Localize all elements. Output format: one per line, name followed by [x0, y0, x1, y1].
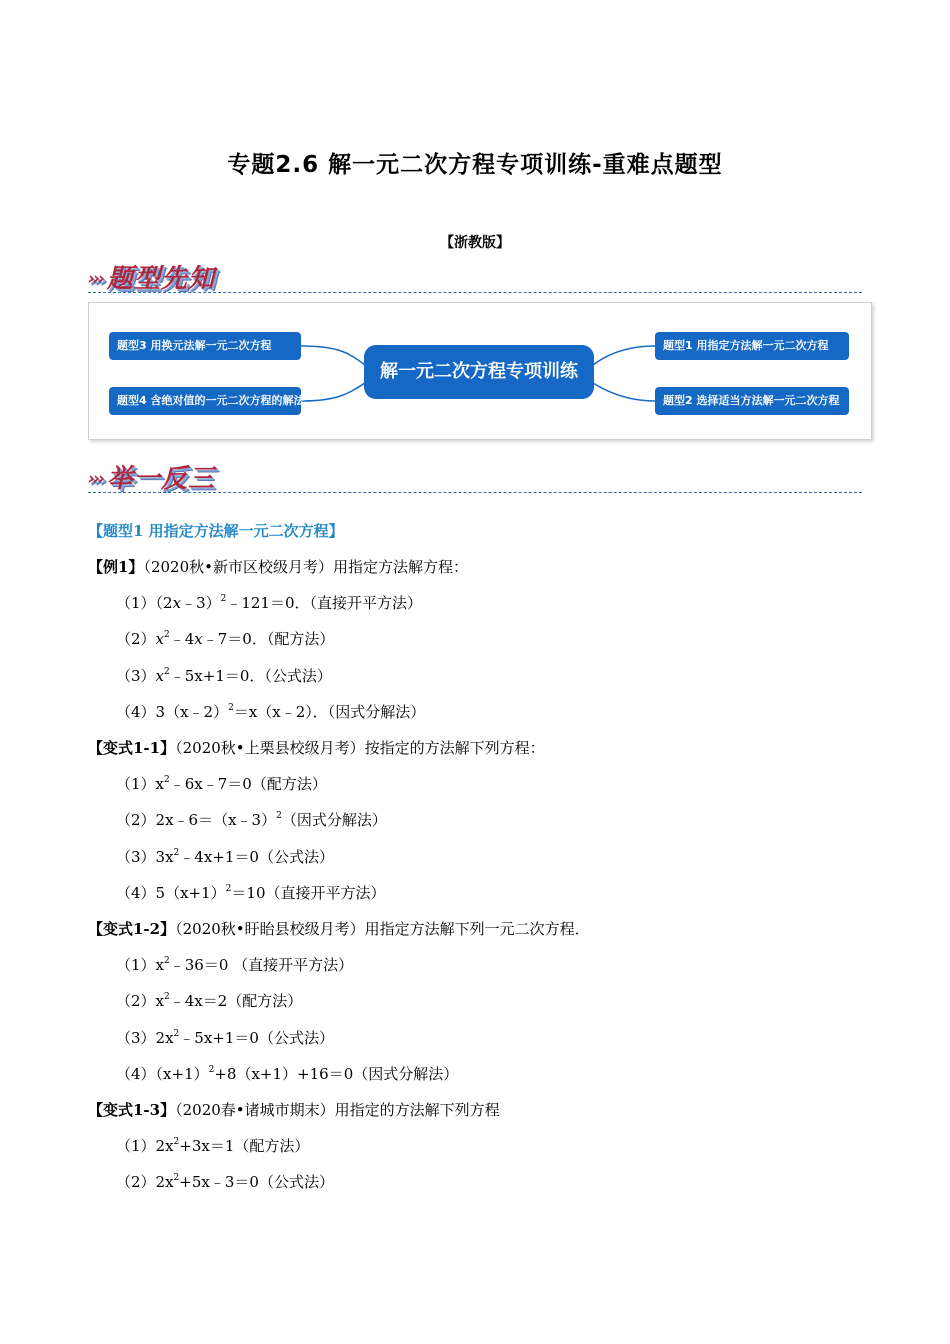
example-1-item-2: $(2)x^2﹣4x﹣7=0$．（配方法） [116, 630, 335, 648]
variant-1-1-item-1: $(1)x^2﹣6x﹣7=0$（配方法） [116, 775, 327, 793]
variant-1-1-header [88, 737, 545, 758]
banner-question-types [88, 258, 215, 295]
node-type2: 题型2 选择适当方法解一元二次方程 [655, 387, 849, 415]
variant-1-1-item-2: （2）2x﹣6＝（x﹣3）$^2$（因式分解法） [116, 811, 387, 829]
divider [88, 492, 862, 493]
variant-source: （2020春•诸城市期末）用指定的方法解下列方程 [175, 1101, 500, 1119]
example-1-item-4: （4）3（x﹣2）$^2$＝x（x﹣2）．（因式分解法） [116, 703, 426, 721]
variant-label: 【变式1-2】 [88, 920, 176, 938]
example-source: （2020秋•新市区校级月考）用指定方法解方程： [143, 558, 468, 576]
page-title: 专题2.6 解一元二次方程专项训练-重难点题型 [227, 152, 723, 178]
example-1-item-3: $(3)x^2﹣5x+1=0$．（公式法） [116, 667, 332, 685]
node-type3: 题型3 用换元法解一元二次方程 [109, 332, 301, 360]
banner-text: 举一反三 [107, 464, 216, 494]
variant-1-3-header [88, 1099, 500, 1120]
variant-1-2-item-4: $(4)(x+1)^2+8(x+1)+16=0$（因式分解法） [116, 1065, 459, 1083]
banner-examples [88, 458, 215, 495]
mind-map [88, 302, 872, 440]
variant-1-3-item-2: $(2)2x^2+5x﹣3=0$（公式法） [116, 1173, 334, 1191]
variant-1-1-item-4: $(4)5(x+1)^2=10$（直接开平方法） [116, 884, 386, 902]
mind-map-center: 解一元二次方程专项训练 [364, 345, 594, 399]
variant-1-2-item-3: $(3)2x^2﹣5x+1=0$（公式法） [116, 1029, 334, 1047]
triple-arrow-icon: ››› [88, 269, 104, 289]
section-heading: 【题型1 用指定方法解一元二次方程】 [88, 522, 344, 540]
variant-label: 【变式1-3】 [88, 1101, 176, 1119]
node-type4: 题型4 含绝对值的一元二次方程的解法 [109, 387, 301, 415]
variant-1-2-header [88, 918, 590, 939]
example-1-header [88, 556, 468, 577]
divider [88, 292, 862, 293]
variant-source: （2020秋•上栗县校级月考）按指定的方法解下列方程： [175, 739, 545, 757]
banner-text: 题型先知 [107, 264, 216, 294]
example-1-item-1: （1）（2x﹣3）$^2$﹣121＝0．（直接开平方法） [116, 594, 423, 612]
variant-1-1-item-3: $(3)3x^2﹣4x+1=0$（公式法） [116, 848, 334, 866]
example-label: 【例1】 [88, 558, 144, 576]
variant-source: （2020秋•盱眙县校级月考）用指定方法解下列一元二次方程． [175, 920, 590, 938]
triple-arrow-icon: ››› [88, 469, 104, 489]
edition-label: 【浙教版】 [440, 235, 510, 251]
variant-1-2-item-2: $(2)x^2﹣4x=2$（配方法） [116, 992, 303, 1010]
variant-1-2-item-1: $(1)x^2﹣36=0$ （直接开平方法） [116, 956, 354, 974]
variant-label: 【变式1-1】 [88, 739, 176, 757]
variant-1-3-item-1: $(1)2x^2+3x=1$（配方法） [116, 1137, 310, 1155]
node-type1: 题型1 用指定方法解一元二次方程 [655, 332, 849, 360]
